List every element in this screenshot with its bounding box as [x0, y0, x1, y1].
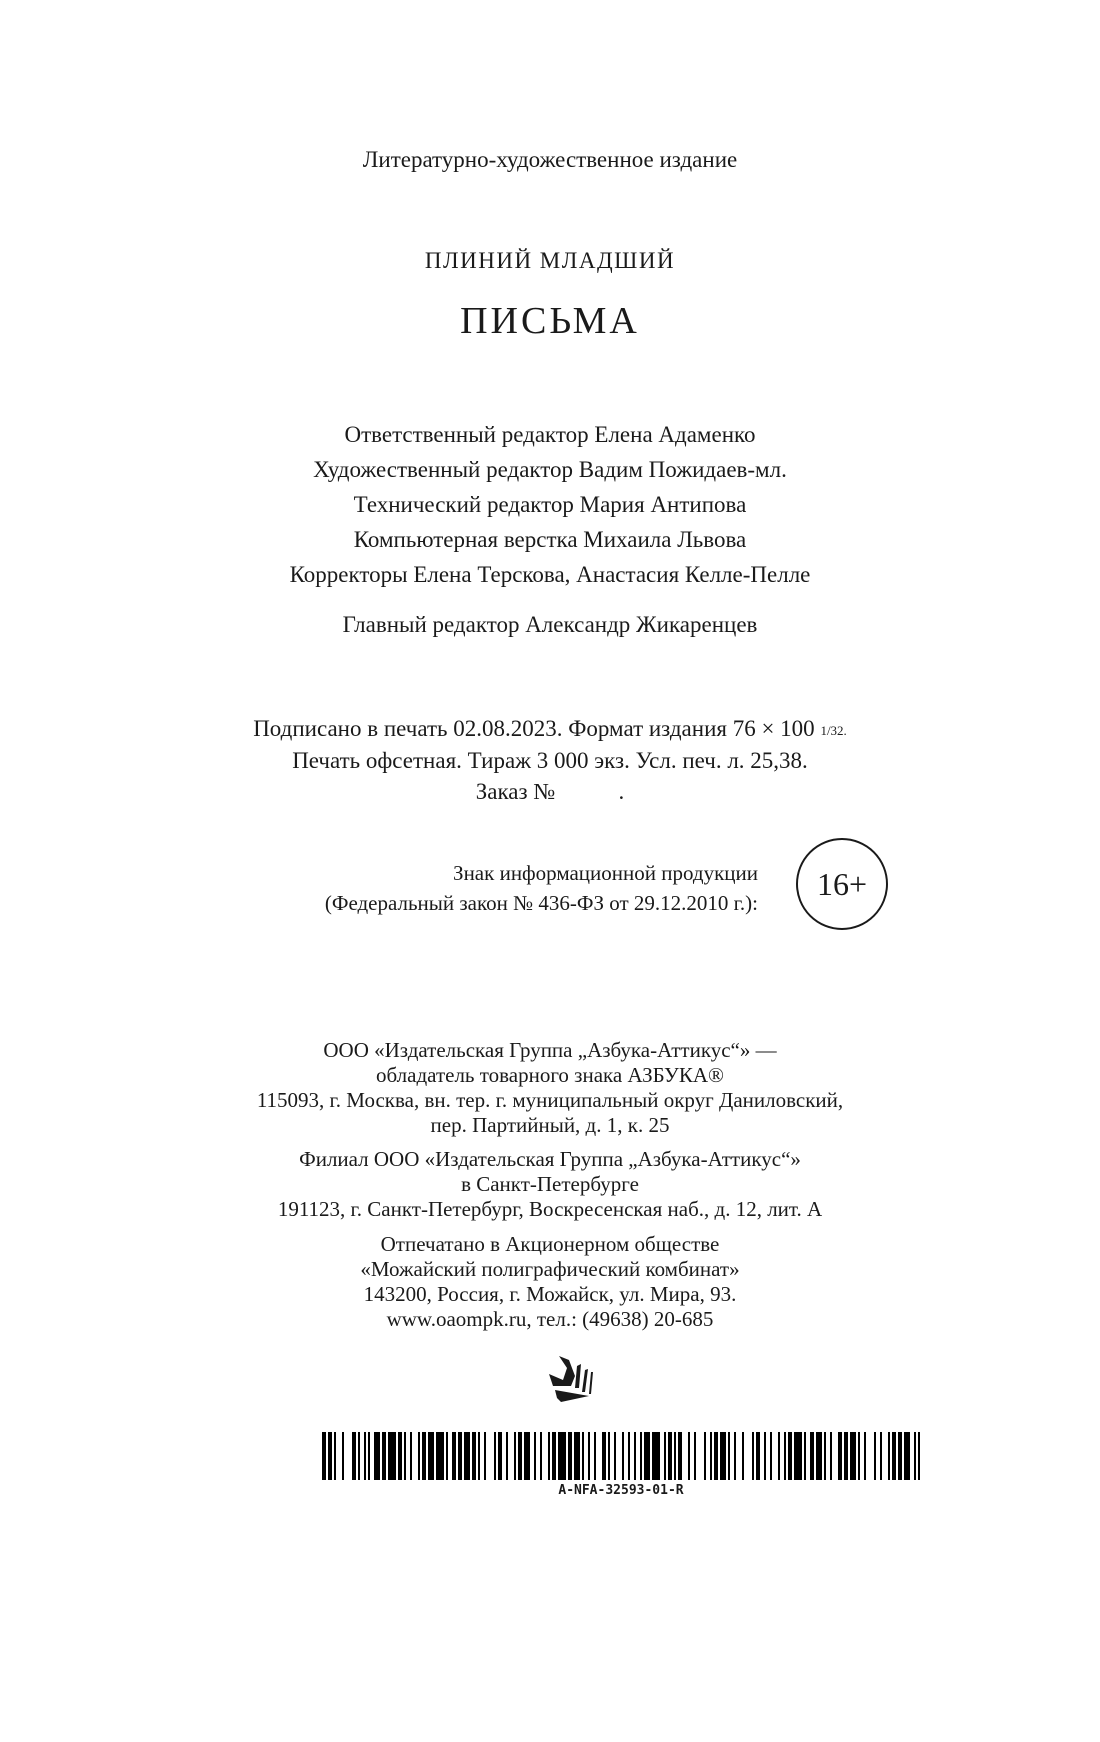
- barcode-bar: [734, 1432, 736, 1480]
- barcode-bar: [770, 1432, 772, 1480]
- credit-line: Ответственный редактор Елена Адаменко: [344, 422, 756, 447]
- barcode-bar: [816, 1432, 822, 1480]
- barcode-bar: [574, 1432, 580, 1480]
- edition-type: Литературно-художественное издание: [362, 147, 738, 172]
- barcode-bar: [552, 1432, 556, 1480]
- book-title: ПИСЬМА: [460, 300, 640, 342]
- barcode-bar: [850, 1432, 856, 1480]
- barcode-bar: [452, 1432, 456, 1480]
- print-line-1: [0, 715, 1100, 745]
- barcode-bar: [824, 1432, 826, 1480]
- barcode-bar: [334, 1432, 336, 1480]
- barcode-bar: [588, 1432, 590, 1480]
- barcode-bar: [628, 1432, 630, 1480]
- barcode-bar: [644, 1432, 650, 1480]
- barcode-bar: [602, 1432, 606, 1480]
- printer-website-phone: www.oaompk.ru, тел.: (49638) 20-685: [386, 1307, 714, 1331]
- barcode-bar: [728, 1432, 730, 1480]
- barcode-bar: [752, 1432, 754, 1480]
- barcode-bar: [568, 1432, 572, 1480]
- barcode-bar: [804, 1432, 806, 1480]
- barcode-bar: [678, 1432, 682, 1480]
- age-rating-badge: 16+: [796, 838, 888, 930]
- barcode-bar: [374, 1432, 380, 1480]
- barcode-bar: [652, 1432, 660, 1480]
- barcode-bar: [694, 1432, 696, 1480]
- credit-line: Технический редактор Мария Антипова: [353, 492, 747, 517]
- age-sign-law: (Федеральный закон № 436-ФЗ от 29.12.2010 г.):: [324, 891, 758, 915]
- barcode-bar: [844, 1432, 848, 1480]
- publisher-line: ООО «Издательская Группа „Азбука-Аттикус“» —: [323, 1038, 777, 1062]
- barcode-bar: [720, 1432, 726, 1480]
- barcode-bar: [540, 1432, 542, 1480]
- publisher-line: обладатель товарного знака АЗБУКА®: [376, 1063, 724, 1087]
- barcode-bar: [524, 1432, 530, 1480]
- branch-line: в Санкт-Петербурге: [461, 1172, 639, 1196]
- barcode-bar: [742, 1432, 744, 1480]
- barcode-bar: [388, 1432, 396, 1480]
- barcode-bar: [838, 1432, 842, 1480]
- barcode-bar: [918, 1432, 920, 1480]
- barcode-bar: [688, 1432, 690, 1480]
- barcode-bar: [498, 1432, 502, 1480]
- barcode-bar: [446, 1432, 448, 1480]
- barcode-bar: [664, 1432, 666, 1480]
- barcode-bar: [328, 1432, 332, 1480]
- credit-line: Художественный редактор Вадим Пожидаев-мл.: [313, 457, 787, 482]
- barcode-bar: [398, 1432, 402, 1480]
- credit-line: Корректоры Елена Терскова, Анастасия Келле-Пелле: [289, 562, 811, 587]
- barcode-bar: [382, 1432, 386, 1480]
- barcode-text: A-NFA-32593-01-R: [558, 1483, 684, 1498]
- barcode-bar: [358, 1432, 360, 1480]
- barcode-bar: [518, 1432, 522, 1480]
- printer-line: Отпечатано в Акционерном обществе: [380, 1232, 720, 1256]
- barcode-bar: [422, 1432, 426, 1480]
- barcode-bar: [594, 1432, 596, 1480]
- credit-line: Компьютерная верстка Михаила Львова: [353, 527, 747, 552]
- barcode-bar: [864, 1432, 866, 1480]
- barcode-bar: [640, 1432, 642, 1480]
- barcode-bar: [778, 1432, 780, 1480]
- printer-line: 143200, Россия, г. Можайск, ул. Мира, 93.: [363, 1282, 737, 1306]
- printer-line: «Можайский полиграфический комбинат»: [360, 1257, 740, 1281]
- barcode-bar: [428, 1432, 434, 1480]
- barcode-bar: [898, 1432, 902, 1480]
- barcode-bar: [830, 1432, 832, 1480]
- author: ПЛИНИЙ МЛАДШИЙ: [424, 248, 676, 273]
- barcode-bar: [788, 1432, 792, 1480]
- barcode-bar: [478, 1432, 480, 1480]
- barcode-bar: [322, 1432, 326, 1480]
- barcode-bar: [794, 1432, 802, 1480]
- barcode-bar: [880, 1432, 882, 1480]
- barcode-bar: [858, 1432, 860, 1480]
- publisher-crown-logo-icon: [541, 1352, 597, 1409]
- barcode-bar: [710, 1432, 712, 1480]
- barcode-bar: [674, 1432, 676, 1480]
- barcode: [322, 1432, 920, 1480]
- barcode-bar: [810, 1432, 814, 1480]
- barcode-bar: [494, 1432, 496, 1480]
- barcode-bar: [888, 1432, 890, 1480]
- barcode-bar: [534, 1432, 536, 1480]
- age-sign-label: Знак информационной продукции: [453, 861, 758, 885]
- order-number: Заказ № .: [475, 779, 625, 804]
- print-signed: Подписано в печать 02.08.2023. Формат издания 76 × 100: [253, 716, 815, 741]
- barcode-bar: [784, 1432, 786, 1480]
- format-fraction: 1/32.: [820, 723, 847, 738]
- barcode-bar: [756, 1432, 760, 1480]
- barcode-bar: [558, 1432, 566, 1480]
- barcode-bar: [714, 1432, 718, 1480]
- print-line-2: Печать офсетная. Тираж 3 000 экз. Усл. печ. л. 25,38.: [292, 748, 808, 773]
- barcode-bar: [608, 1432, 610, 1480]
- branch-line: 191123, г. Санкт-Петербург, Воскресенская наб., д. 12, лит. А: [277, 1197, 823, 1221]
- barcode-bar: [904, 1432, 910, 1480]
- barcode-bar: [514, 1432, 516, 1480]
- barcode-bar: [484, 1432, 486, 1480]
- publisher-line: 115093, г. Москва, вн. тер. г. муниципальный округ Даниловский,: [256, 1088, 844, 1112]
- barcode-bar: [368, 1432, 370, 1480]
- barcode-bar: [668, 1432, 672, 1480]
- barcode-bar: [914, 1432, 916, 1480]
- barcode-bar: [472, 1432, 476, 1480]
- barcode-bar: [892, 1432, 896, 1480]
- barcode-bar: [506, 1432, 508, 1480]
- barcode-bar: [352, 1432, 356, 1480]
- barcode-bar: [364, 1432, 366, 1480]
- barcode-bar: [418, 1432, 420, 1480]
- branch-line: Филиал ООО «Издательская Группа „Азбука-Аттикус“»: [299, 1147, 801, 1171]
- barcode-bar: [410, 1432, 412, 1480]
- barcode-bar: [342, 1432, 344, 1480]
- barcode-bar: [458, 1432, 462, 1480]
- publisher-line: пер. Партийный, д. 1, к. 25: [430, 1113, 670, 1137]
- barcode-bar: [704, 1432, 706, 1480]
- barcode-bar: [436, 1432, 444, 1480]
- barcode-bar: [548, 1432, 550, 1480]
- barcode-bar: [464, 1432, 470, 1480]
- chief-editor: Главный редактор Александр Жикаренцев: [342, 612, 758, 637]
- barcode-bar: [582, 1432, 584, 1480]
- barcode-bar: [622, 1432, 624, 1480]
- barcode-bar: [764, 1432, 766, 1480]
- barcode-bar: [404, 1432, 406, 1480]
- barcode-bar: [614, 1432, 616, 1480]
- barcode-bar: [634, 1432, 636, 1480]
- barcode-bar: [874, 1432, 876, 1480]
